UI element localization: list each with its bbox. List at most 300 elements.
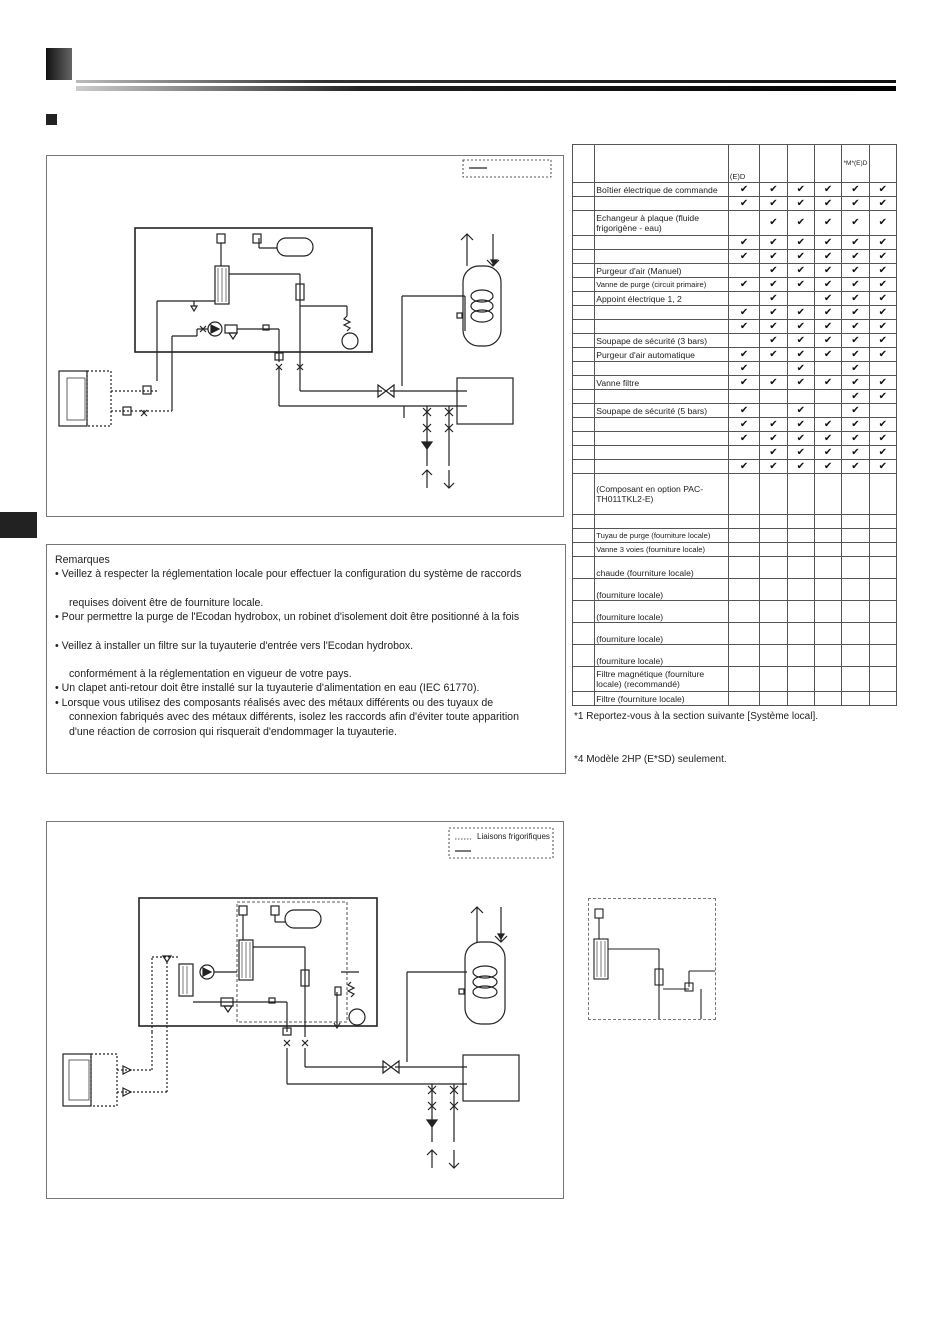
check-mark-cell: ✔ <box>842 278 869 292</box>
part-name-cell <box>595 460 729 474</box>
check-mark-cell: ✔ <box>814 320 841 334</box>
check-mark-cell <box>842 645 869 667</box>
check-mark-cell: ✔ <box>814 292 841 306</box>
row-number-cell <box>573 515 595 529</box>
check-mark-cell <box>728 579 759 601</box>
check-mark-cell: ✔ <box>787 404 814 418</box>
row-number-cell <box>573 348 595 362</box>
check-mark-cell <box>869 529 896 543</box>
part-name-cell <box>595 320 729 334</box>
hydrobox-unit <box>139 898 377 1026</box>
parts-table <box>572 144 897 706</box>
diagram-b <box>47 822 563 1198</box>
check-mark-cell <box>787 529 814 543</box>
check-mark-cell: ✔ <box>869 446 896 460</box>
check-mark-cell: ✔ <box>814 432 841 446</box>
row-number-cell <box>573 250 595 264</box>
check-mark-cell: ✔ <box>869 418 896 432</box>
part-name-cell: Soupape de sécurité (5 bars) <box>595 404 729 418</box>
check-mark-cell <box>787 579 814 601</box>
check-mark-cell <box>760 543 787 557</box>
check-mark-cell <box>869 362 896 376</box>
table-row <box>573 236 897 250</box>
check-mark-cell: ✔ <box>760 264 787 278</box>
check-mark-cell <box>869 515 896 529</box>
check-mark-cell: ✔ <box>842 320 869 334</box>
check-mark-cell <box>728 667 759 692</box>
check-mark-cell: ✔ <box>842 460 869 474</box>
check-mark-cell: ✔ <box>760 236 787 250</box>
check-mark-cell <box>787 645 814 667</box>
check-mark-cell: ✔ <box>728 376 759 390</box>
check-mark-cell: ✔ <box>842 306 869 320</box>
check-mark-cell <box>869 667 896 692</box>
row-number-cell <box>573 320 595 334</box>
check-mark-cell <box>842 474 869 515</box>
check-mark-cell <box>728 543 759 557</box>
check-mark-cell <box>760 529 787 543</box>
table-header-cell <box>787 145 814 183</box>
check-mark-cell <box>728 264 759 278</box>
check-mark-cell <box>760 557 787 579</box>
hydrobox-unit <box>135 228 372 352</box>
check-mark-cell: ✔ <box>869 390 896 404</box>
part-name-cell: Vanne de purge (circuit primaire) <box>595 278 729 292</box>
table-row <box>573 292 897 306</box>
check-mark-cell: ✔ <box>814 376 841 390</box>
table-row <box>573 645 897 667</box>
check-mark-cell <box>728 334 759 348</box>
check-mark-cell <box>869 692 896 706</box>
check-mark-cell <box>760 362 787 376</box>
check-mark-cell: ✔ <box>760 432 787 446</box>
check-mark-cell: ✔ <box>842 362 869 376</box>
part-name-cell: (Composant en option PAC-TH011TKL2-E) <box>595 474 729 515</box>
table-row <box>573 334 897 348</box>
diagram-a <box>47 156 563 516</box>
table-row <box>573 579 897 601</box>
header-rule <box>76 80 896 83</box>
check-mark-cell <box>842 529 869 543</box>
check-mark-cell: ✔ <box>814 183 841 197</box>
part-name-cell: Soupape de sécurité (3 bars) <box>595 334 729 348</box>
check-mark-cell: ✔ <box>787 250 814 264</box>
expansion-vessel <box>285 910 321 928</box>
check-mark-cell: ✔ <box>869 211 896 236</box>
check-mark-cell <box>728 557 759 579</box>
table-body <box>573 183 897 706</box>
table-row <box>573 211 897 236</box>
row-number-cell <box>573 211 595 236</box>
check-mark-cell: ✔ <box>728 250 759 264</box>
check-mark-cell <box>842 667 869 692</box>
check-mark-cell: ✔ <box>814 348 841 362</box>
row-number-cell <box>573 432 595 446</box>
check-mark-cell <box>760 645 787 667</box>
table-row <box>573 515 897 529</box>
diagram-b-frame <box>46 821 564 1199</box>
check-mark-cell: ✔ <box>760 183 787 197</box>
check-mark-cell: ✔ <box>869 348 896 362</box>
part-name-cell: Purgeur d'air (Manuel) <box>595 264 729 278</box>
table-row <box>573 197 897 211</box>
check-mark-cell <box>787 623 814 645</box>
check-mark-cell <box>814 543 841 557</box>
check-mark-cell <box>869 404 896 418</box>
check-mark-cell: ✔ <box>728 197 759 211</box>
notes-item: • Un clapet anti-retour doit être installé sur la tuyauterie d'alimentation en eau (IEC 61770). <box>55 682 480 695</box>
check-mark-cell <box>760 474 787 515</box>
check-mark-cell: ✔ <box>787 334 814 348</box>
part-name-cell <box>595 390 729 404</box>
notes-title: Remarques <box>55 554 110 566</box>
check-mark-cell <box>869 474 896 515</box>
row-number-cell <box>573 264 595 278</box>
header-block <box>46 48 72 80</box>
heat-emitter <box>463 1055 519 1101</box>
notes-item: • Lorsque vous utilisez des composants réalisés avec des métaux différents ou des tuyaux de <box>55 696 494 709</box>
part-name-cell <box>595 362 729 376</box>
check-mark-cell <box>728 446 759 460</box>
check-mark-cell: ✔ <box>787 376 814 390</box>
check-mark-cell <box>760 601 787 623</box>
check-mark-cell: ✔ <box>814 460 841 474</box>
check-mark-cell: ✔ <box>787 197 814 211</box>
check-mark-cell: ✔ <box>728 418 759 432</box>
check-mark-cell: ✔ <box>814 211 841 236</box>
table-row <box>573 264 897 278</box>
part-name-cell: Boîtier électrique de commande <box>595 183 729 197</box>
check-mark-cell: ✔ <box>787 211 814 236</box>
check-mark-cell: ✔ <box>842 197 869 211</box>
check-mark-cell: ✔ <box>760 446 787 460</box>
check-mark-cell <box>842 557 869 579</box>
part-name-cell: Tuyau de purge (fourniture locale) <box>595 529 729 543</box>
part-name-cell <box>595 236 729 250</box>
check-mark-cell <box>728 623 759 645</box>
check-mark-cell: ✔ <box>842 292 869 306</box>
check-mark-cell: ✔ <box>869 306 896 320</box>
part-name-cell <box>595 197 729 211</box>
check-mark-cell <box>869 557 896 579</box>
backup-heater <box>342 333 358 349</box>
check-mark-cell <box>814 404 841 418</box>
check-mark-cell <box>787 692 814 706</box>
check-mark-cell <box>760 390 787 404</box>
check-mark-cell: ✔ <box>869 460 896 474</box>
row-number-cell <box>573 362 595 376</box>
table-header-cell: (E)D <box>728 145 759 183</box>
check-mark-cell: ✔ <box>760 250 787 264</box>
check-mark-cell <box>787 292 814 306</box>
table-row <box>573 529 897 543</box>
inset-diagram-frame <box>588 898 716 1020</box>
row-number-cell <box>573 334 595 348</box>
check-mark-cell: ✔ <box>869 376 896 390</box>
check-mark-cell <box>728 645 759 667</box>
check-mark-cell: ✔ <box>869 432 896 446</box>
part-name-cell: Filtre magnétique (fourniture locale) (recommandé) <box>595 667 729 692</box>
check-mark-cell <box>869 543 896 557</box>
notes-item: • Pour permettre la purge de l'Ecodan hydrobox, un robinet d'isolement doit être positionné à la fois <box>55 611 520 624</box>
part-name-cell <box>595 432 729 446</box>
row-number-cell <box>573 306 595 320</box>
diagram-a-frame <box>46 155 564 517</box>
check-mark-cell: ✔ <box>728 183 759 197</box>
check-mark-cell: ✔ <box>760 292 787 306</box>
check-mark-cell: ✔ <box>869 264 896 278</box>
outdoor-unit <box>59 371 87 426</box>
check-mark-cell <box>728 474 759 515</box>
table-row <box>573 692 897 706</box>
check-mark-cell: ✔ <box>728 278 759 292</box>
check-mark-cell: ✔ <box>760 334 787 348</box>
part-name-cell <box>595 418 729 432</box>
check-mark-cell <box>728 515 759 529</box>
check-mark-cell <box>728 211 759 236</box>
check-mark-cell: ✔ <box>787 278 814 292</box>
check-mark-cell: ✔ <box>787 362 814 376</box>
check-mark-cell: ✔ <box>842 211 869 236</box>
check-mark-cell <box>787 557 814 579</box>
row-number-cell <box>573 667 595 692</box>
check-mark-cell: ✔ <box>842 264 869 278</box>
check-mark-cell: ✔ <box>787 183 814 197</box>
row-number-cell <box>573 404 595 418</box>
check-mark-cell <box>728 292 759 306</box>
check-mark-cell: ✔ <box>842 446 869 460</box>
inset-diagram <box>589 899 715 1019</box>
notes-item: requises doivent être de fourniture locale. <box>69 596 264 609</box>
table-row <box>573 601 897 623</box>
check-mark-cell <box>869 579 896 601</box>
part-name-cell: (fourniture locale) <box>595 623 729 645</box>
notes-box <box>46 544 566 774</box>
part-name-cell: Echangeur à plaque (fluide frigorigène - eau) <box>595 211 729 236</box>
check-mark-cell: ✔ <box>760 306 787 320</box>
check-mark-cell <box>814 515 841 529</box>
row-number-cell <box>573 197 595 211</box>
check-mark-cell <box>842 623 869 645</box>
row-number-cell <box>573 292 595 306</box>
check-mark-cell: ✔ <box>728 320 759 334</box>
notes-item: conformément à la réglementation en vigueur de votre pays. <box>69 668 352 681</box>
check-mark-cell <box>869 601 896 623</box>
check-mark-cell: ✔ <box>760 348 787 362</box>
part-name-cell: (fourniture locale) <box>595 645 729 667</box>
part-name-cell: (fourniture locale) <box>595 601 729 623</box>
check-mark-cell: ✔ <box>842 376 869 390</box>
check-mark-cell: ✔ <box>814 418 841 432</box>
table-row <box>573 432 897 446</box>
table-row <box>573 404 897 418</box>
check-mark-cell: ✔ <box>787 264 814 278</box>
check-mark-cell: ✔ <box>760 376 787 390</box>
notes-item: • Veillez à installer un filtre sur la tuyauterie d'entrée vers l'Ecodan hydrobox. <box>55 639 414 652</box>
table-row <box>573 623 897 645</box>
row-number-cell <box>573 460 595 474</box>
check-mark-cell: ✔ <box>728 236 759 250</box>
check-mark-cell: ✔ <box>814 278 841 292</box>
table-row <box>573 667 897 692</box>
check-mark-cell <box>814 362 841 376</box>
part-name-cell: Vanne 3 voies (fourniture locale) <box>595 543 729 557</box>
part-name-cell <box>595 250 729 264</box>
check-mark-cell <box>869 645 896 667</box>
table-row <box>573 474 897 515</box>
check-mark-cell: ✔ <box>869 278 896 292</box>
check-mark-cell <box>787 515 814 529</box>
row-number-cell <box>573 529 595 543</box>
row-number-cell <box>573 474 595 515</box>
check-mark-cell: ✔ <box>814 264 841 278</box>
heat-emitter <box>457 378 513 424</box>
check-mark-cell: ✔ <box>814 306 841 320</box>
check-mark-cell <box>787 474 814 515</box>
table-header-cell <box>595 145 729 183</box>
check-mark-cell <box>814 474 841 515</box>
check-mark-cell: ✔ <box>760 197 787 211</box>
row-number-cell <box>573 692 595 706</box>
header-rule-thick <box>76 86 896 91</box>
table-row <box>573 183 897 197</box>
row-number-cell <box>573 645 595 667</box>
part-name-cell: chaude (fourniture locale) <box>595 557 729 579</box>
check-mark-cell: ✔ <box>760 418 787 432</box>
check-mark-cell: ✔ <box>842 418 869 432</box>
check-mark-cell: ✔ <box>814 334 841 348</box>
check-mark-cell: ✔ <box>760 460 787 474</box>
check-mark-cell: ✔ <box>728 362 759 376</box>
table-header-cell <box>869 145 896 183</box>
table-row <box>573 390 897 404</box>
notes-item: d'une réaction de corrosion qui risquerait d'endommager la tuyauterie. <box>69 725 397 738</box>
check-mark-cell: ✔ <box>787 348 814 362</box>
table-row <box>573 446 897 460</box>
table-row <box>573 557 897 579</box>
check-mark-cell <box>814 390 841 404</box>
part-name-cell: Vanne filtre <box>595 376 729 390</box>
check-mark-cell: ✔ <box>728 404 759 418</box>
table-header-cell: *M*(E)D <box>842 145 869 183</box>
row-number-cell <box>573 183 595 197</box>
row-number-cell <box>573 446 595 460</box>
check-mark-cell: ✔ <box>787 306 814 320</box>
table-header-cell <box>760 145 787 183</box>
check-mark-cell <box>760 404 787 418</box>
part-name-cell: Appoint électrique 1, 2 <box>595 292 729 306</box>
check-mark-cell: ✔ <box>869 320 896 334</box>
check-mark-cell: ✔ <box>728 460 759 474</box>
table-row <box>573 543 897 557</box>
check-mark-cell <box>842 692 869 706</box>
row-number-cell <box>573 278 595 292</box>
check-mark-cell <box>842 601 869 623</box>
check-mark-cell: ✔ <box>814 236 841 250</box>
diagram-b-legend: Liaisons frigorifiques <box>477 832 550 841</box>
notes-item: • Veillez à respecter la réglementation locale pour effectuer la configuration du système de raccords <box>55 568 522 581</box>
check-mark-cell: ✔ <box>842 348 869 362</box>
row-number-cell <box>573 601 595 623</box>
expansion-vessel <box>277 238 313 256</box>
part-name-cell <box>595 446 729 460</box>
row-number-cell <box>573 623 595 645</box>
check-mark-cell: ✔ <box>787 446 814 460</box>
check-mark-cell <box>728 601 759 623</box>
check-mark-cell: ✔ <box>869 236 896 250</box>
row-number-cell <box>573 543 595 557</box>
check-mark-cell: ✔ <box>869 250 896 264</box>
table-row <box>573 362 897 376</box>
footnote-1: *1 Reportez-vous à la section suivante [Système local]. <box>574 711 819 722</box>
section-marker <box>46 114 57 125</box>
table-header-cell <box>814 145 841 183</box>
check-mark-cell <box>728 529 759 543</box>
side-tab <box>0 512 37 538</box>
check-mark-cell <box>760 692 787 706</box>
table-row <box>573 460 897 474</box>
check-mark-cell: ✔ <box>760 320 787 334</box>
table-header-cell <box>573 145 595 183</box>
check-mark-cell: ✔ <box>842 183 869 197</box>
check-mark-cell: ✔ <box>814 197 841 211</box>
check-mark-cell: ✔ <box>842 236 869 250</box>
table-header-row <box>573 145 897 183</box>
table-row <box>573 348 897 362</box>
part-name-cell: Filtre (fourniture locale) <box>595 692 729 706</box>
row-number-cell <box>573 418 595 432</box>
check-mark-cell <box>842 543 869 557</box>
check-mark-cell <box>760 579 787 601</box>
check-mark-cell: ✔ <box>814 250 841 264</box>
check-mark-cell <box>760 623 787 645</box>
check-mark-cell <box>869 623 896 645</box>
backup-heater <box>349 1009 365 1025</box>
check-mark-cell: ✔ <box>814 446 841 460</box>
row-number-cell <box>573 390 595 404</box>
row-number-cell <box>573 579 595 601</box>
check-mark-cell: ✔ <box>869 183 896 197</box>
dhw-tank <box>463 266 501 346</box>
dhw-tank <box>465 942 505 1024</box>
outdoor-unit <box>63 1054 91 1106</box>
check-mark-cell: ✔ <box>760 211 787 236</box>
table-row <box>573 376 897 390</box>
part-name-cell <box>595 306 729 320</box>
check-mark-cell <box>760 515 787 529</box>
check-mark-cell <box>787 667 814 692</box>
check-mark-cell: ✔ <box>787 320 814 334</box>
check-mark-cell: ✔ <box>869 292 896 306</box>
check-mark-cell: ✔ <box>728 306 759 320</box>
check-mark-cell <box>814 667 841 692</box>
check-mark-cell <box>728 390 759 404</box>
footnote-4: *4 Modèle 2HP (E*SD) seulement. <box>574 754 727 765</box>
check-mark-cell: ✔ <box>842 250 869 264</box>
check-mark-cell <box>814 692 841 706</box>
table-row <box>573 306 897 320</box>
check-mark-cell: ✔ <box>760 278 787 292</box>
check-mark-cell <box>787 543 814 557</box>
check-mark-cell: ✔ <box>842 390 869 404</box>
check-mark-cell: ✔ <box>728 432 759 446</box>
part-name-cell: Purgeur d'air automatique <box>595 348 729 362</box>
check-mark-cell: ✔ <box>787 460 814 474</box>
notes-item: connexion fabriqués avec des métaux différents, isolez les raccords afin d'éviter toute apparition <box>69 711 519 724</box>
check-mark-cell <box>842 579 869 601</box>
part-name-cell <box>595 515 729 529</box>
check-mark-cell <box>842 515 869 529</box>
